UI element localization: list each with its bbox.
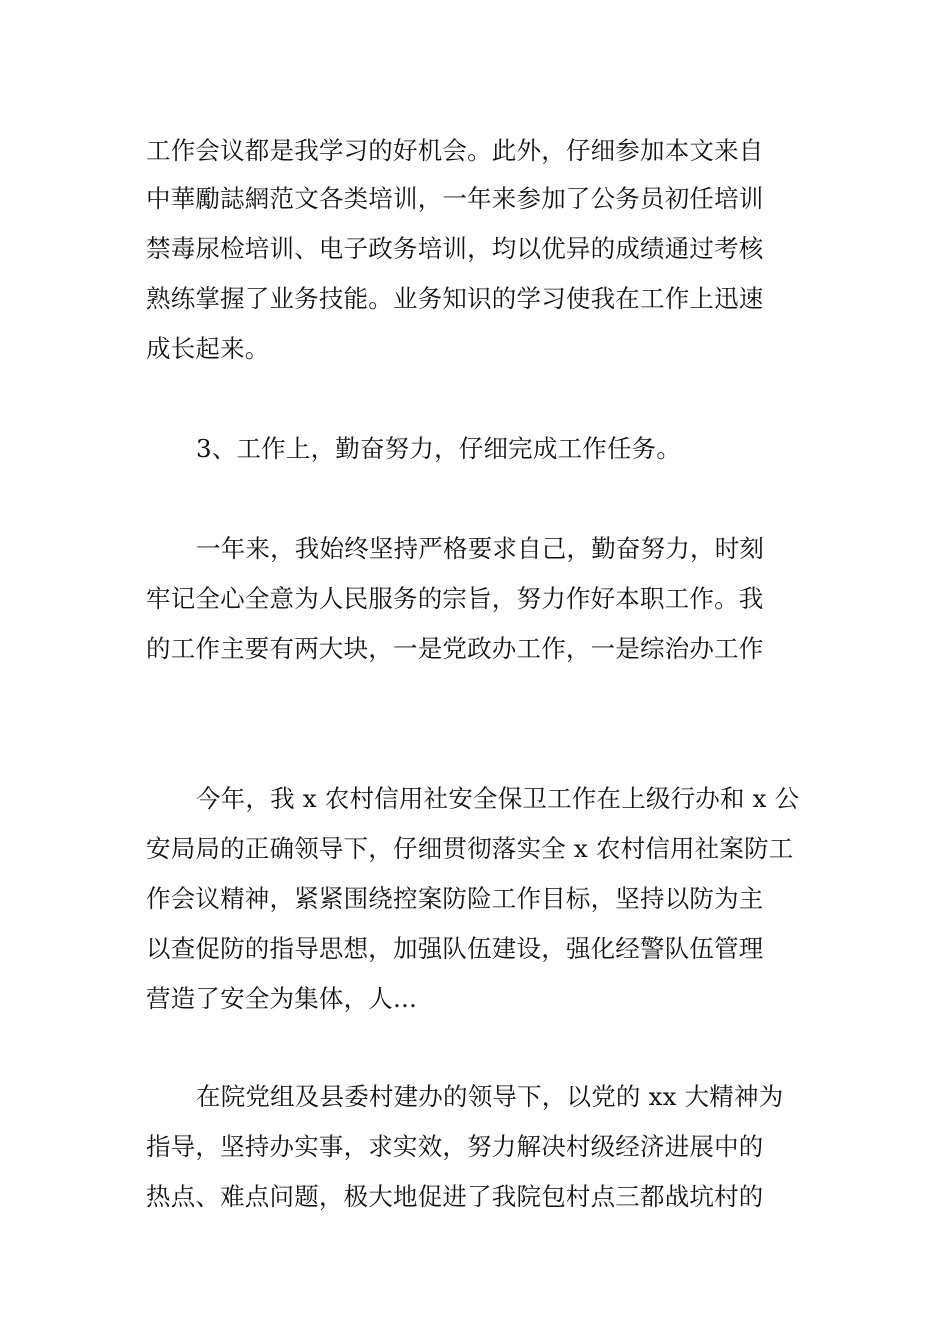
text-line: 安局局的正确领导下，仔细贯彻落实全 x 农村信用社案防工 [146, 834, 794, 863]
text-line: 牢记全心全意为人民服务的宗旨，努力作好本职工作。我 [146, 584, 764, 613]
text-line: 工作会议都是我学习的好机会。此外，仔细参加本文来自 [146, 136, 764, 165]
text-line: 成长起来。 [146, 334, 270, 363]
text-line: 熟练掌握了业务技能。业务知识的学习使我在工作上迅速 [146, 284, 764, 313]
text-line: 中華勵誌網范文各类培训，一年来参加了公务员初任培训 [146, 184, 764, 213]
section-heading: 3、工作上，勤奋努力，仔细完成工作任务。 [196, 434, 682, 463]
text-line: 指导，坚持办实事，求实效，努力解决村级经济进展中的 [146, 1132, 764, 1161]
text-line: 以查促防的指导思想，加强队伍建设，强化经警队伍管理 [146, 934, 764, 963]
text-line: 作会议精神，紧紧围绕控案防险工作目标，坚持以防为主 [146, 884, 764, 913]
text-line: 今年，我 x 农村信用社安全保卫工作在上级行办和 x 公 [196, 784, 800, 813]
text-line: 营造了安全为集体，人... [146, 984, 417, 1013]
text-line: 禁毒尿检培训、电子政务培训，均以优异的成绩通过考核 [146, 234, 764, 263]
text-line: 在院党组及县委村建办的领导下，以党的 xx 大精神为 [196, 1082, 784, 1111]
text-line: 热点、难点问题，极大地促进了我院包村点三都战坑村的 [146, 1182, 764, 1211]
text-line: 的工作主要有两大块，一是党政办工作，一是综治办工作 [146, 634, 764, 663]
text-line: 一年来，我始终坚持严格要求自己，勤奋努力，时刻 [196, 534, 765, 563]
